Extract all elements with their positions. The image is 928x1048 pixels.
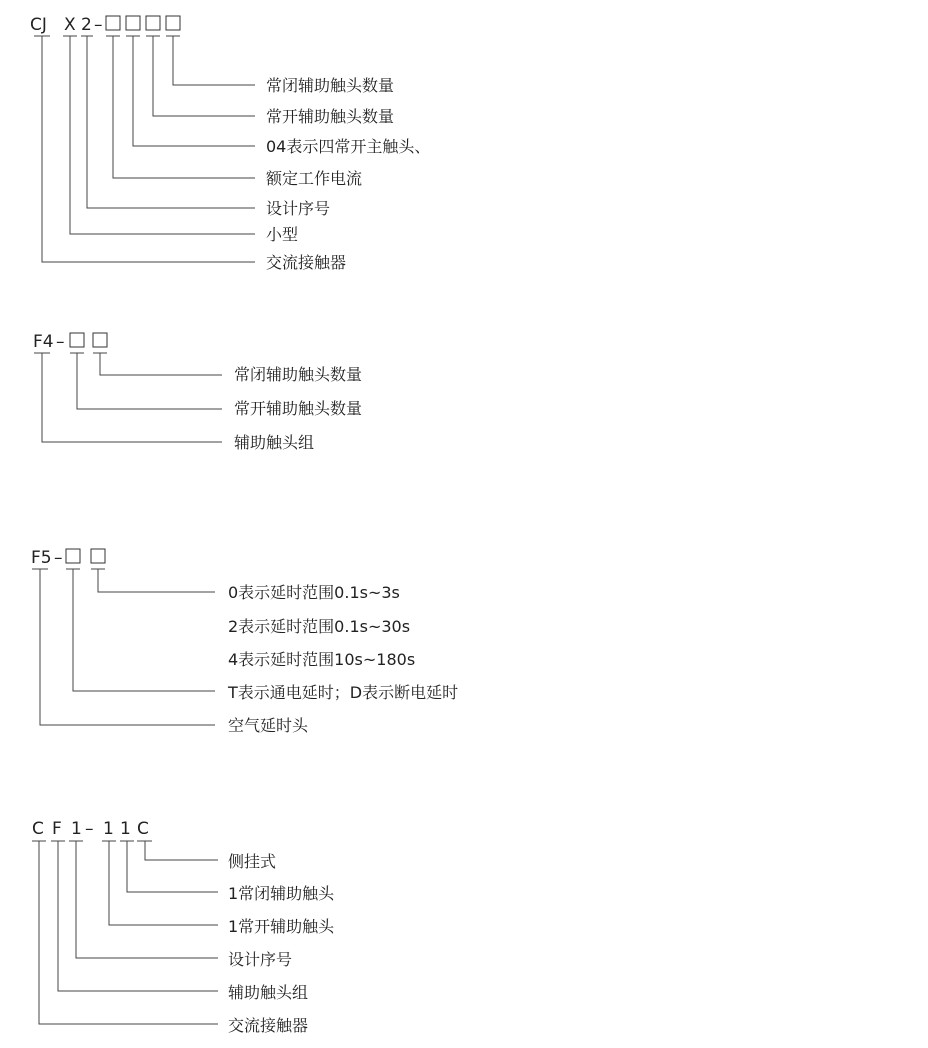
label-delay-range-2: 2表示延时范围0.1s~30s (228, 617, 411, 636)
leader-line (58, 841, 218, 991)
diagram-f4 (33, 332, 362, 452)
leader-line (98, 569, 215, 592)
code-segment-series: F5 (31, 548, 52, 568)
label-nc-aux-contacts: 常闭辅助触头数量 (234, 365, 363, 384)
label-rated-current: 额定工作电流 (266, 169, 363, 188)
diagram-cf1-11c (32, 819, 335, 1035)
leader-line (87, 36, 255, 208)
code-segment-series: CJ (30, 15, 47, 35)
leader-line (127, 841, 218, 892)
label-aux-contact-block: 辅助触头组 (234, 433, 315, 452)
label-design-number: 设计序号 (228, 950, 293, 969)
code-dash: – (85, 819, 94, 839)
diagram-cjx2 (30, 15, 430, 272)
code-segment-1: 1 (120, 819, 131, 839)
code-placeholder-box (146, 16, 160, 30)
code-segment-f: F (52, 819, 62, 839)
leader-line (42, 36, 255, 262)
leader-line (113, 36, 255, 178)
leader-line (133, 36, 255, 146)
code-placeholder-box (66, 549, 80, 563)
code-segment-series: F4 (33, 332, 54, 352)
code-placeholder-box (91, 549, 105, 563)
label-no-aux-contacts: 常开辅助触头数量 (266, 107, 395, 126)
leader-line (145, 841, 218, 860)
label-aux-contact-block: 辅助触头组 (228, 983, 309, 1002)
code-segment-c: C (32, 819, 44, 839)
label-ac-contactor: 交流接触器 (266, 253, 347, 272)
leader-line (39, 841, 218, 1024)
label-side-mount: 侧挂式 (228, 852, 277, 871)
leader-line (100, 353, 222, 375)
label-small-type: 小型 (266, 225, 299, 244)
code-placeholder-box (93, 333, 107, 347)
leader-line (173, 36, 255, 85)
label-air-delay-head: 空气延时头 (228, 716, 309, 735)
leader-line (73, 569, 215, 691)
code-segment-1: 1 (103, 819, 114, 839)
leader-line (109, 841, 218, 925)
label-ac-contactor: 交流接触器 (228, 1016, 309, 1035)
code-placeholder-box (166, 16, 180, 30)
code-placeholder-box (126, 16, 140, 30)
label-delay-range-4: 4表示延时范围10s~180s (228, 650, 416, 669)
code-dash: – (94, 15, 103, 35)
label-nc-aux-contacts: 常闭辅助触头数量 (266, 76, 395, 95)
code-segment-c: C (137, 819, 149, 839)
code-dash: – (56, 332, 65, 352)
label-no-aux-contacts: 常开辅助触头数量 (234, 399, 363, 418)
label-no-aux-contact: 1常开辅助触头 (228, 917, 335, 936)
code-placeholder-box (106, 16, 120, 30)
code-segment-design-number: 2 (81, 15, 92, 35)
label-design-number: 设计序号 (266, 199, 331, 218)
leader-line (153, 36, 255, 116)
label-delay-type: T表示通电延时；D表示断电延时 (228, 683, 459, 702)
code-dash: – (54, 548, 63, 568)
diagram-f5 (31, 548, 458, 735)
leader-line (70, 36, 255, 234)
leader-line (76, 841, 218, 958)
code-segment-small-type: X (64, 15, 76, 35)
label-delay-range-0: 0表示延时范围0.1s~3s (228, 583, 400, 602)
label-main-contacts: 04表示四常开主触头、 (266, 137, 431, 156)
code-placeholder-box (70, 333, 84, 347)
label-nc-aux-contact: 1常闭辅助触头 (228, 884, 335, 903)
leader-line (77, 353, 222, 409)
code-segment-1: 1 (71, 819, 82, 839)
leader-line (42, 353, 222, 442)
